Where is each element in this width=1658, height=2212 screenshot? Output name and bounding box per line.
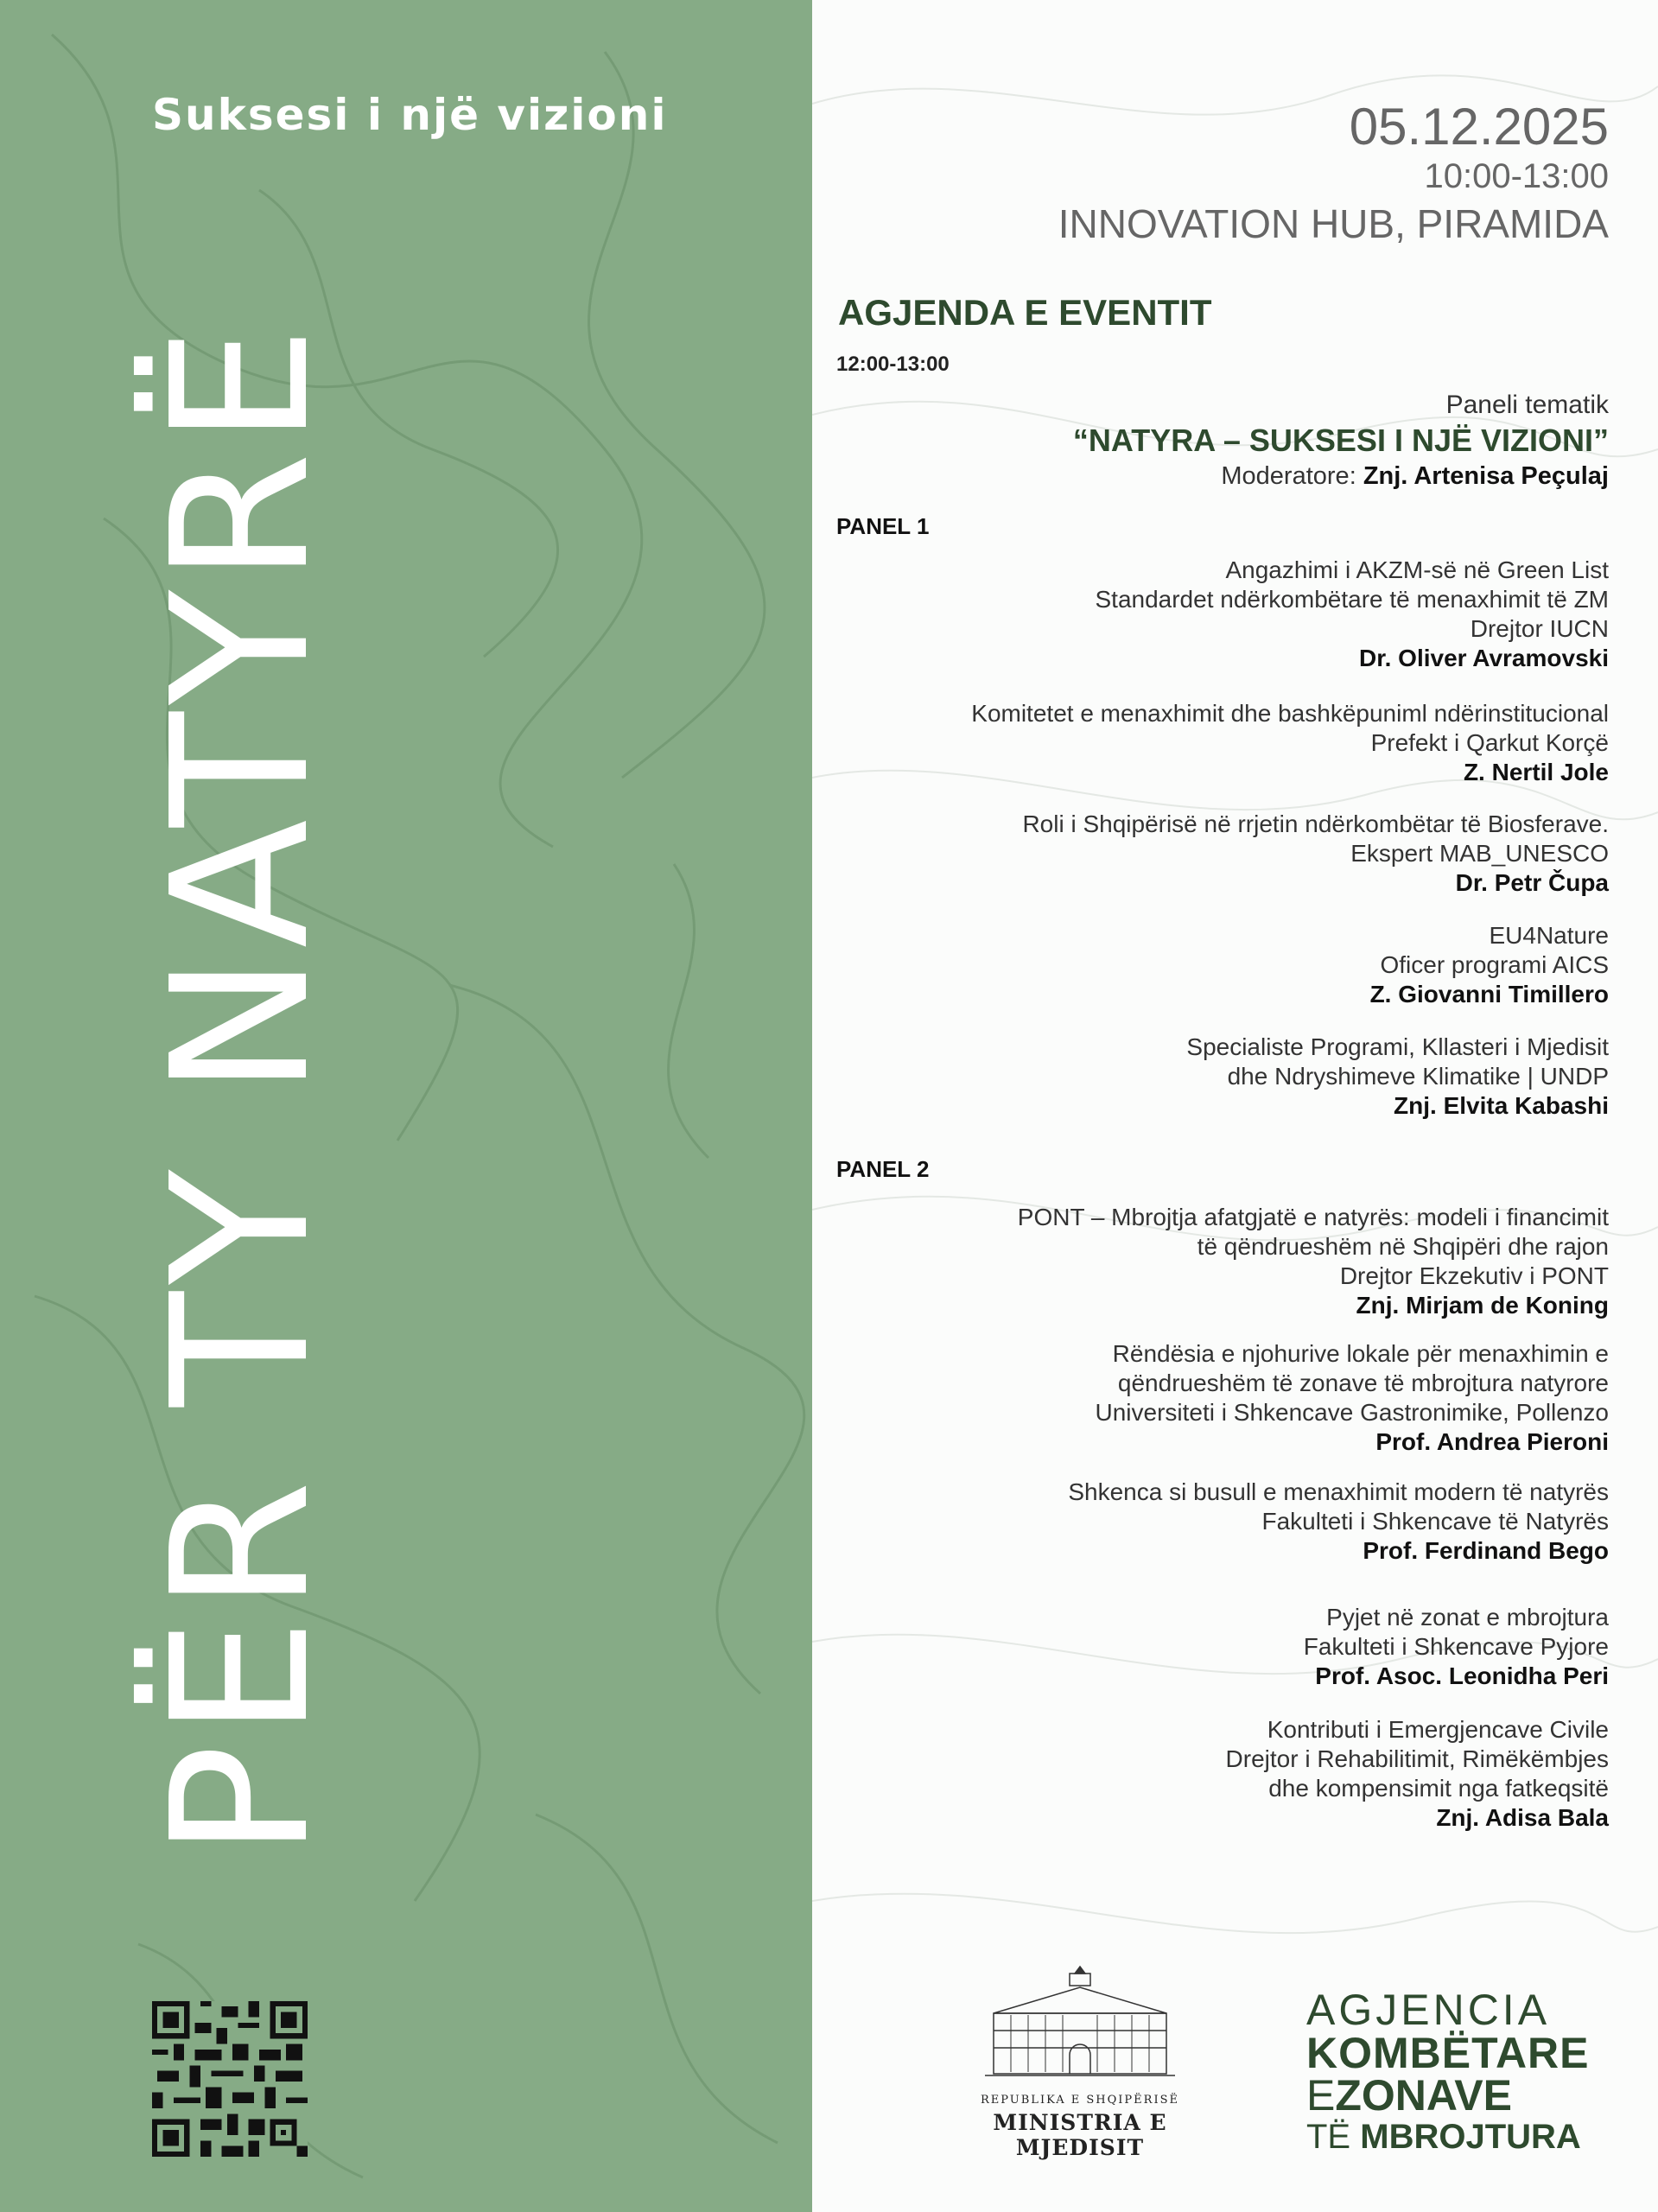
agenda-item-line: Angazhimi i AKZM-së në Green List [1225,556,1609,583]
agenda-item-line: Komitetet e menaxhimit dhe bashkëpuniml ndërinstitucional [971,700,1609,727]
agenda-item-line: Drejtor i Rehabilitimit, Rimëkëmbjes [1225,1745,1609,1772]
agenda-item-line: Universiteti i Shkencave Gastronimike, Pollenzo [1095,1399,1609,1426]
agenda-item-line: Pyjet në zonat e mbrojtura [1326,1604,1609,1630]
agenda-item-line: Kontributi i Emergjencave Civile [1267,1716,1609,1743]
speaker-name: Z. Nertil Jole [1463,759,1609,785]
agenda-item-line: qëndrueshëm të zonave të mbrojtura natyrore [1117,1370,1609,1396]
ministry-name: MINISTRIA E MJEDISIT [993,2110,1167,2160]
agency-logo-line-1: AGJENCIA [1306,1986,1551,2034]
agenda-item-line: Oficer programi AICS [1380,951,1609,978]
agenda-item-line: të qëndrueshëm në Shqipëri dhe rajon [1197,1233,1609,1260]
agency-logo-te: TË [1306,2118,1351,2156]
ministry-country: REPUBLIKA E SHQIPËRISË [981,2094,1179,2107]
decorative-line-pattern [0,0,812,2212]
qr-code[interactable] [152,2001,308,2157]
panel-2-label: PANEL 2 [836,1156,930,1182]
right-content-panel [812,0,1658,2212]
big-title-container [132,319,351,1858]
agenda-item-line: Drejtor Ekzekutiv i PONT [1339,1262,1609,1289]
agency-logo-e: E [1306,2071,1336,2120]
agenda-item-line: Fakulteti i Shkencave të Natyrës [1261,1508,1609,1535]
agenda-item [1304,1603,1609,1691]
moderator [1073,461,1609,491]
agenda-item [1022,810,1609,898]
agenda-item-line: Drejtor IUCN [1470,615,1609,642]
agenda-title: AGJENDA E EVENTIT [838,292,1212,333]
agenda-item [1370,921,1609,1009]
left-green-panel [0,0,812,2212]
agenda-item-line: Specialiste Programi, Kllasteri i Mjedisit [1186,1033,1609,1060]
agency-logo-zonave: ZONAVE [1335,2071,1512,2120]
panel-theme-label: Paneli tematik [1445,391,1609,419]
agenda-item-line: Fakulteti i Shkencave Pyjore [1303,1633,1609,1660]
agenda-item-line: dhe Ndryshimeve Klimatike | UNDP [1227,1063,1609,1090]
agenda-item [1226,1715,1609,1833]
ministry-building-icon [976,1961,1184,2082]
moderator-label: Moderatore: [1221,462,1356,490]
agenda-item-line: Ekspert MAB_UNESCO [1350,840,1609,867]
speaker-name: Znj. Adisa Bala [1436,1804,1609,1831]
agenda-item-line: Rëndësia e njohurive lokale për menaxhimin e [1112,1340,1609,1367]
agenda-item-line: Roli i Shqipërisë në rrjetin ndërkombëtar të Biosferave. [1022,810,1609,837]
speaker-name: Prof. Ferdinand Bego [1363,1537,1609,1564]
agenda-item-line: EU4Nature [1489,922,1609,949]
agenda-item-line: Standardet ndërkombëtare të menaxhimit të ZM [1095,586,1609,613]
speaker-name: Z. Giovanni Timillero [1369,981,1609,1007]
agenda-item [1096,1339,1609,1457]
speaker-name: Znj. Elvita Kabashi [1394,1092,1609,1119]
agenda-item [971,699,1609,787]
agenda-item [1068,1478,1609,1566]
agenda-item-line: Prefekt i Qarkut Korçë [1370,729,1609,756]
agency-logo-mbrojtura: MBROJTURA [1360,2118,1581,2156]
event-date: 05.12.2025 [1349,98,1609,156]
tagline: Suksesi i një vizioni [152,90,668,140]
agency-logo-line-4 [1306,2117,1609,2157]
panel-theme-title: “NATYRA – SUKSESI I NJË VIZIONI” [1072,423,1609,458]
speaker-name: Dr. Oliver Avramovski [1359,645,1609,671]
agenda-item-line: Shkenca si busull e menaxhimit modern të natyrës [1068,1478,1609,1505]
ministry-logo [933,1961,1227,2160]
agency-logo-line-3 [1306,2071,1609,2120]
speaker-name: Prof. Andrea Pieroni [1375,1428,1609,1455]
agenda-item [1186,1033,1609,1121]
event-time: 10:00-13:00 [1424,157,1609,195]
agenda-time: 12:00-13:00 [836,353,950,376]
agenda-item [1095,556,1609,673]
event-place: INNOVATION HUB, PIRAMIDA [1058,201,1609,246]
moderator-name: Znj. Artenisa Peçulaj [1363,462,1609,490]
speaker-name: Dr. Petr Čupa [1455,869,1609,896]
speaker-name: Prof. Asoc. Leonidha Peri [1315,1662,1609,1689]
panel-theme-block [1073,391,1609,491]
qr-code-icon [152,2001,308,2157]
speaker-name: Znj. Mirjam de Koning [1356,1292,1609,1319]
agency-logo-line-2: KOMBËTARE [1306,2029,1590,2077]
agenda-item-line: dhe kompensimit nga fatkeqsitë [1268,1775,1609,1802]
agenda-item-line: PONT – Mbrojtja afatgjatë e natyrës: modeli i financimit [1017,1204,1609,1230]
agency-logo [1306,1987,1609,2157]
big-title: PËR TY NATYRË [132,319,351,1858]
panel-1-label: PANEL 1 [836,513,930,539]
agenda-item [1018,1203,1609,1320]
